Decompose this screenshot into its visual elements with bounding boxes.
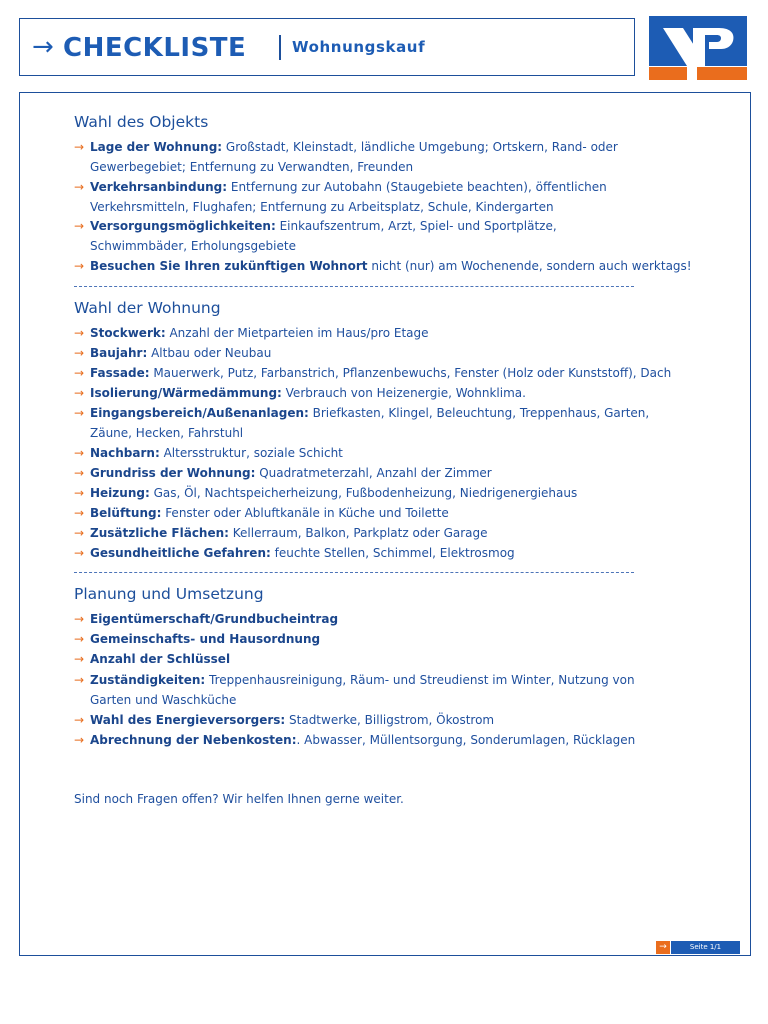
arrow-right-icon: → — [74, 486, 85, 500]
item-text: Mauerwerk, Putz, Farbanstrich, Pflanzenbewuchs, Fenster (Holz oder Kunststoff), Dach — [149, 366, 672, 380]
item-text: Fenster oder Abluftkanäle in Küche und Toilette — [161, 506, 449, 520]
arrow-right-icon: → — [74, 632, 85, 646]
arrow-right-icon: → — [656, 941, 670, 954]
item-label: Isolierung/Wärmedämmung: — [90, 386, 282, 400]
arrow-right-icon: → — [74, 526, 85, 540]
arrow-right-icon: → — [74, 673, 85, 687]
item-label: Fassade: — [90, 366, 150, 380]
arrow-right-icon: → — [74, 386, 85, 400]
item-label: Heizung: — [90, 486, 150, 500]
volksbank-logo — [649, 16, 747, 80]
item-text: Gas, Öl, Nachtspeicherheizung, Fußbodenheizung, Niedrigenergiehaus — [149, 486, 578, 500]
item-text: nicht (nur) am Wochenende, sondern auch werktags! — [367, 259, 692, 273]
header-box — [19, 18, 635, 76]
item-text: Großstadt, Kleinstadt, ländliche Umgebung; Ortskern, Rand- oder — [222, 140, 618, 154]
item-text: Altersstruktur, soziale Schicht — [159, 446, 343, 460]
arrow-right-icon: → — [74, 346, 85, 360]
page-footer — [656, 941, 740, 954]
arrow-right-icon: → — [74, 180, 85, 194]
checklist-item — [74, 710, 684, 730]
checklist-item — [74, 609, 684, 629]
item-label: Baujahr: — [90, 346, 148, 360]
item-label: Anzahl der Schlüssel — [90, 652, 231, 666]
arrow-right-icon: → — [74, 140, 85, 154]
checklist-item — [74, 343, 684, 363]
checklist-item — [74, 730, 684, 750]
title-divider — [279, 35, 281, 60]
item-label: Versorgungsmöglichkeiten: — [90, 219, 276, 233]
checklist-item — [74, 137, 684, 177]
page-number: Seite 1/1 — [671, 941, 740, 954]
item-text: Altbau oder Neubau — [147, 346, 272, 360]
checklist-item — [74, 323, 684, 343]
item-label: Abrechnung der Nebenkosten: — [90, 733, 297, 747]
item-text-continued: Gewerbegebiet; Entfernung zu Verwandten, Freunden — [90, 160, 414, 174]
checklist-item — [74, 363, 684, 383]
checklist-item — [74, 216, 684, 256]
page-title: CHECKLISTE — [63, 33, 247, 63]
item-text-continued: Schwimmbäder, Erholungsgebiete — [90, 239, 296, 253]
item-label: Wahl des Energieversorgers: — [90, 713, 286, 727]
item-text: feuchte Stellen, Schimmel, Elektrosmog — [270, 546, 515, 560]
checklist-item — [74, 543, 684, 563]
checklist-item — [74, 649, 684, 669]
arrow-right-icon: → — [74, 652, 85, 666]
item-label: Eigentümerschaft/Grundbucheintrag — [90, 612, 339, 626]
checklist-item — [74, 383, 684, 403]
item-text: Briefkasten, Klingel, Beleuchtung, Treppenhaus, Garten, — [308, 406, 650, 420]
item-text: Anzahl der Mietparteien im Haus/pro Etage — [165, 326, 429, 340]
arrow-right-icon: → — [74, 506, 85, 520]
item-text: Quadratmeterzahl, Anzahl der Zimmer — [255, 466, 492, 480]
closing-text: Sind noch Fragen offen? Wir helfen Ihnen gerne weiter. — [74, 792, 404, 806]
arrow-right-icon: → — [74, 259, 85, 273]
item-text-continued: Garten und Waschküche — [90, 693, 237, 707]
arrow-right-icon: → — [74, 733, 85, 747]
checklist-item — [74, 629, 684, 649]
item-text-continued: Zäune, Hecken, Fahrstuhl — [90, 426, 244, 440]
item-label: Stockwerk: — [90, 326, 166, 340]
checklist-item — [74, 483, 684, 503]
item-label: Gesundheitliche Gefahren: — [90, 546, 271, 560]
checklist-item — [74, 523, 684, 543]
arrow-right-icon: → — [32, 32, 54, 62]
item-text: . Abwasser, Müllentsorgung, Sonderumlagen, Rücklagen — [296, 733, 636, 747]
checklist-item — [74, 670, 684, 710]
item-label: Verkehrsanbindung: — [90, 180, 228, 194]
checklist-item — [74, 403, 684, 443]
item-label: Grundriss der Wohnung: — [90, 466, 256, 480]
checklist-item — [74, 256, 692, 276]
item-label: Zusätzliche Flächen: — [90, 526, 229, 540]
item-text: Entfernung zur Autobahn (Staugebiete beachten), öffentlichen — [227, 180, 607, 194]
arrow-right-icon: → — [74, 466, 85, 480]
checklist-item — [74, 503, 684, 523]
page-subtitle: Wohnungskauf — [292, 38, 426, 56]
checklist-item — [74, 177, 684, 217]
dashed-divider — [74, 572, 634, 573]
item-text: Stadtwerke, Billigstrom, Ökostrom — [285, 713, 495, 727]
arrow-right-icon: → — [74, 326, 85, 340]
arrow-right-icon: → — [74, 713, 85, 727]
item-label: Lage der Wohnung: — [90, 140, 223, 154]
item-label: Zuständigkeiten: — [90, 673, 206, 687]
item-text: Einkaufszentrum, Arzt, Spiel- und Sportplätze, — [275, 219, 557, 233]
item-label: Eingangsbereich/Außenanlagen: — [90, 406, 309, 420]
section-title: Planung und Umsetzung — [74, 585, 264, 603]
arrow-right-icon: → — [74, 406, 85, 420]
item-label: Nachbarn: — [90, 446, 160, 460]
section-title: Wahl der Wohnung — [74, 299, 221, 317]
arrow-right-icon: → — [74, 546, 85, 560]
arrow-right-icon: → — [74, 446, 85, 460]
arrow-right-icon: → — [74, 612, 85, 626]
item-text-continued: Verkehrsmitteln, Flughafen; Entfernung zu Arbeitsplatz, Schule, Kindergarten — [90, 200, 554, 214]
item-label: Belüftung: — [90, 506, 162, 520]
section-title: Wahl des Objekts — [74, 113, 209, 131]
item-text: Kellerraum, Balkon, Parkplatz oder Garage — [228, 526, 488, 540]
item-label: Besuchen Sie Ihren zukünftigen Wohnort — [90, 259, 368, 273]
item-text: Verbrauch von Heizenergie, Wohnklima. — [281, 386, 526, 400]
checklist-item — [74, 443, 684, 463]
arrow-right-icon: → — [74, 366, 85, 380]
item-text: Treppenhausreinigung, Räum- und Streudienst im Winter, Nutzung von — [205, 673, 635, 687]
dashed-divider — [74, 286, 634, 287]
arrow-right-icon: → — [74, 219, 85, 233]
item-label: Gemeinschafts- und Hausordnung — [90, 632, 321, 646]
checklist-item — [74, 463, 684, 483]
